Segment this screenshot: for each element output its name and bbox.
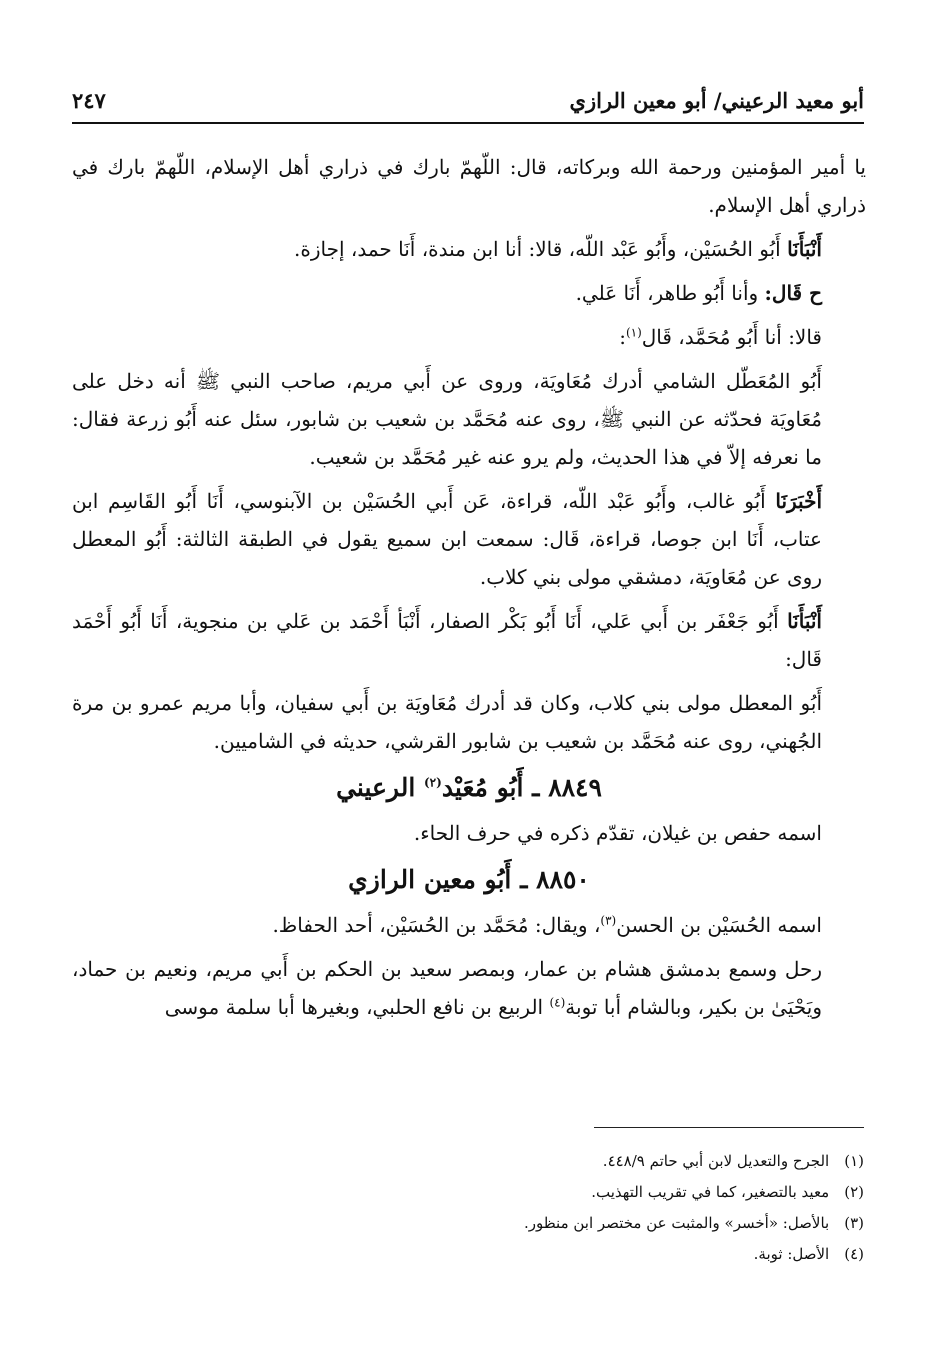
footnotes <box>104 1146 864 1270</box>
footnote-ref: (٢) <box>423 775 442 790</box>
footnote-divider <box>594 1127 864 1128</box>
paragraph: رحل وسمع بدمشق هشام بن عمار، وبمصر سعيد بن الحكم بن أَبي مريم، ونعيم بن حماد، ويَحْيَىٰ بن بكير، وبالشام أبا توبة$^{(٤)}$ الربيع بن نافع الحلبي، وبغيرها أبا سلمة موسى <box>72 957 822 1019</box>
footnote-ref: (١) <box>625 325 642 340</box>
paragraph: يا أمير المؤمنين ورحمة الله وبركاته، قال: اللّهمّ بارك في ذراري أهل الإسلام، اللّهمّ بارك في ذراري أهل الإسلام. <box>72 155 866 217</box>
footnote-number: (٢) <box>844 1183 864 1201</box>
paragraph: أَنْبَأَنَا أَبُو الحُسَيْن، وأَبُو عَبْد اللّه، قالا: أنا ابن مندة، أَنَا حمد، إجازة. <box>294 237 822 261</box>
footnote-ref: (٣) <box>600 913 617 928</box>
entry-heading: ٨٨٤٩ ـ أَبُو مُعَيْد$^{(٢)}$ الرعيني <box>336 773 602 802</box>
running-title: أبو معيد الرعيني/ أبو معين الرازي <box>569 88 864 113</box>
footnote-ref: (٤) <box>549 995 566 1010</box>
main-text <box>72 148 866 1032</box>
paragraph: أَخْبَرَنَا أَبُو غالب، وأَبُو عَبْد اللّه، قراءة، عَن أَبي الحُسَيْن بن الآبنوسي، أَنَا أَبُو القَاسِم ابن عتاب، أَنَا ابن جوصا، قراءة، قَال: سمعت ابن سميع يقول في الطبقة الثالثة: أَبُو المعطل روى عن مُعَاويَة، دمشقي مولى بني كلاب. <box>72 489 822 589</box>
paragraph: أَبُو المعطل مولى بني كلاب، وكان قد أدرك مُعَاويَة بن أَبي سفيان، وأبا مريم عمرو بن مرة الجُهني، روى عنه مُحَمَّد بن شعيب بن شابور القرشي، حديثه في الشاميين. <box>72 691 822 753</box>
page-number: ٢٤٧ <box>72 88 106 113</box>
footnote: (٣) بالأصل: «أخسر» والمثبت عن مختصر ابن منظور. <box>104 1208 864 1239</box>
paragraph: قالا: أنا أَبُو مُحَمَّد، قَال$^{(١)}$: <box>619 325 822 349</box>
chain-keyword: أَنْبَأَنَا <box>787 609 822 633</box>
entry-heading: ٨٨٥٠ ـ أَبُو معين الرازي <box>348 865 590 894</box>
paragraph: اسمه الحُسَيْن بن الحسن$^{(٣)}$، ويقال: مُحَمَّد بن الحُسَيْن، أحد الحفاظ. <box>272 913 822 937</box>
paragraph: أَنْبَأَنَا أَبُو جَعْفَر بن أَبي عَلي، أَنَا أَبُو بَكْر الصفار، أَنْبَأ أَحْمَد بن عَلي بن منجوية، أَنَا أَبُو أَحْمَد قَال: <box>72 609 822 671</box>
chain-keyword: ح قَال: <box>764 281 822 305</box>
footnote: (٢) معيد بالتصغير، كما في تقريب التهذيب. <box>104 1177 864 1208</box>
footnote: (١) الجرح والتعديل لابن أبي حاتم ٤٤٨/٩. <box>104 1146 864 1177</box>
footnote-number: (٣) <box>844 1214 864 1232</box>
chain-keyword: أَخْبَرَنَا <box>775 489 822 513</box>
page-header <box>72 88 864 124</box>
paragraph: أَبُو المُعَطّل الشامي أدرك مُعَاويَة، وروى عن أَبي مريم، صاحب النبي ﷺ أنه دخل على مُعَاويَة فحدّثه عن النبي ﷺ، روى عنه مُحَمَّد بن شعيب بن شابور، سئل عنه أَبُو زرعة فقال: ما نعرفه إلاّ في هذا الحديث، ولم يرو عنه غير مُحَمَّد بن شعيب. <box>72 369 822 469</box>
footnote-number: (٤) <box>844 1245 864 1263</box>
paragraph: اسمه حفص بن غيلان، تقدّم ذكره في حرف الحاء. <box>413 821 822 845</box>
chain-keyword: أَنْبَأَنَا <box>787 237 822 261</box>
footnote: (٤) الأصل: ثوبة. <box>104 1239 864 1270</box>
paragraph: ح قَال: وأنا أَبُو طاهر، أَنَا عَلي. <box>575 281 822 305</box>
footnote-number: (١) <box>844 1152 864 1170</box>
